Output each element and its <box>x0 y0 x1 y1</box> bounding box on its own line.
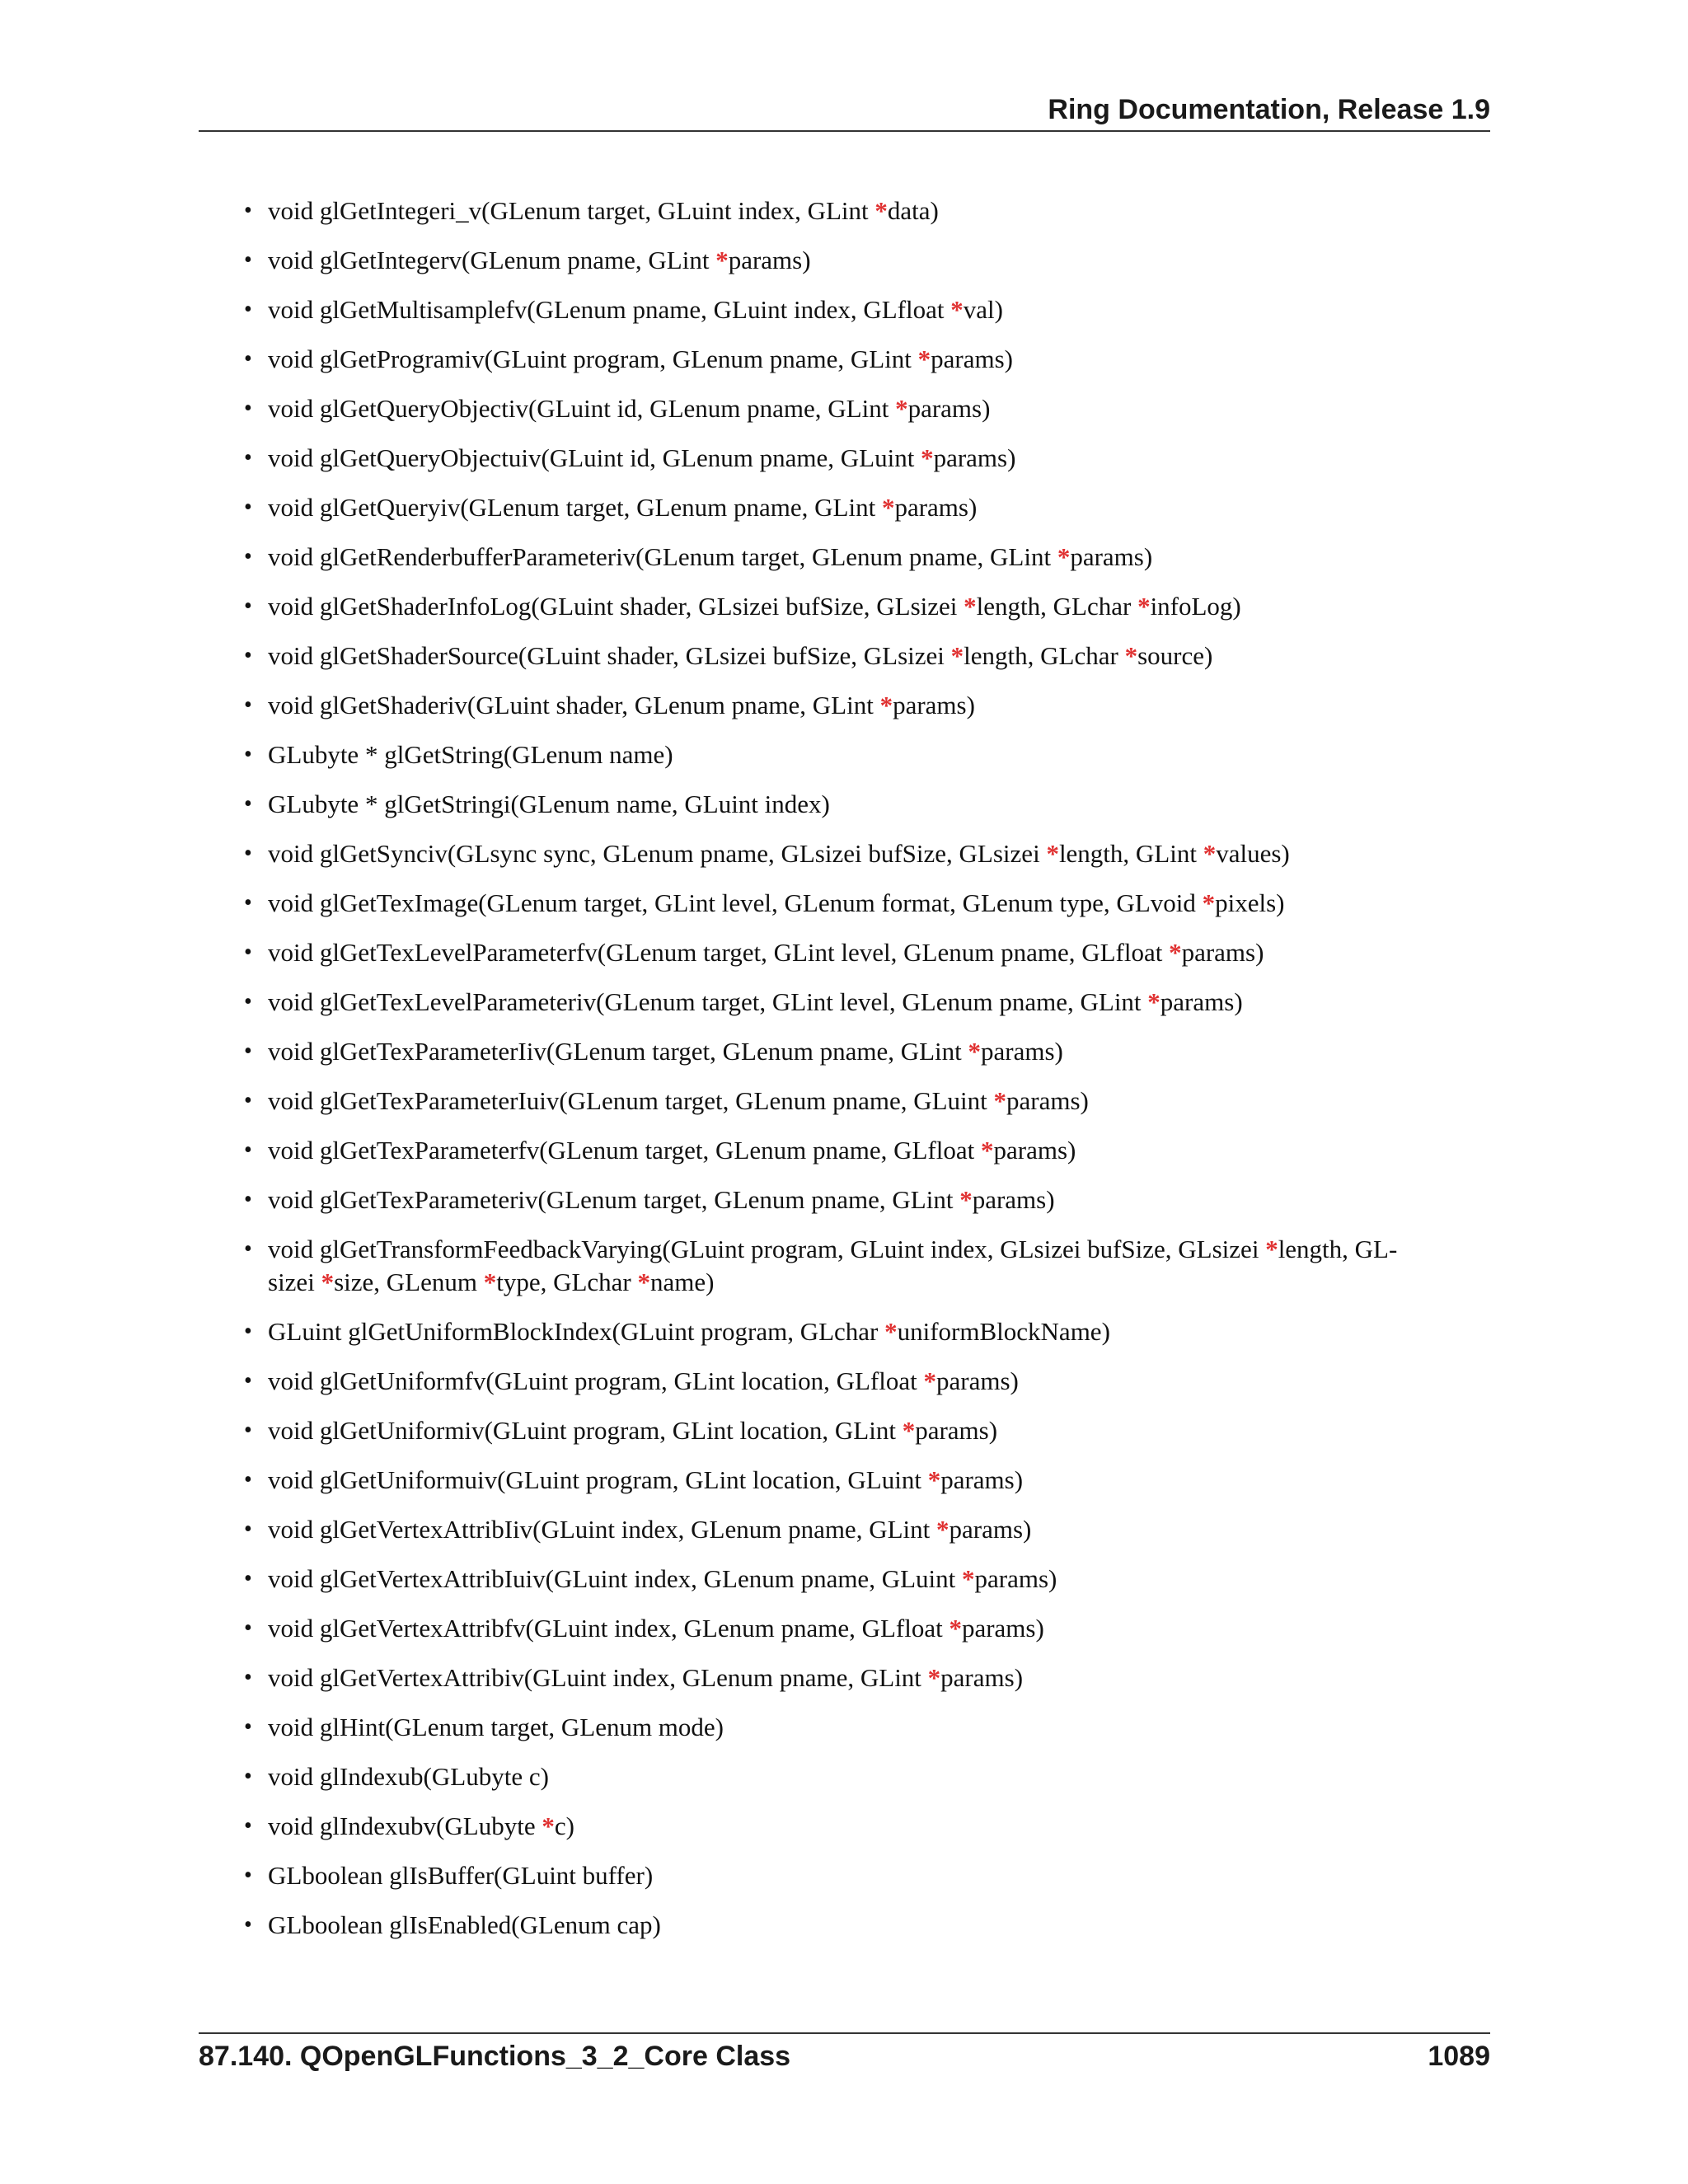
list-item: • void glGetSynciv(GLsync sync, GLenum pname, GLsizei bufSize, GLsizei *length, GLint *values) <box>199 837 1490 870</box>
list-item: • void glGetMultisamplefv(GLenum pname, GLuint index, GLfloat *val) <box>199 293 1490 326</box>
list-item: • void glGetIntegerv(GLenum pname, GLint *params) <box>199 244 1490 277</box>
list-item: • void glGetShaderiv(GLuint shader, GLenum pname, GLint *params) <box>199 689 1490 722</box>
list-item: • void glGetQueryObjectiv(GLuint id, GLenum pname, GLint *params) <box>199 392 1490 425</box>
list-item: • void glGetTexLevelParameteriv(GLenum target, GLint level, GLenum pname, GLint *params) <box>199 986 1490 1019</box>
list-item: • void glGetShaderSource(GLuint shader, GLsizei bufSize, GLsizei *length, GLchar *source) <box>199 640 1490 673</box>
list-item: • void glGetShaderInfoLog(GLuint shader, GLsizei bufSize, GLsizei *length, GLchar *infoLog) <box>199 590 1490 623</box>
list-item: • void glIndexub(GLubyte c) <box>199 1760 1490 1793</box>
list-item: • GLboolean glIsBuffer(GLuint buffer) <box>199 1859 1490 1892</box>
footer-rule <box>199 2032 1490 2034</box>
list-item: • void glGetRenderbufferParameteriv(GLenum target, GLenum pname, GLint *params) <box>199 541 1490 574</box>
list-item: • void glGetIntegeri_v(GLenum target, GLuint index, GLint *data) <box>199 194 1490 227</box>
list-item: • GLubyte * glGetString(GLenum name) <box>199 738 1490 771</box>
list-item: • void glGetVertexAttribiv(GLuint index, GLenum pname, GLint *params) <box>199 1661 1490 1694</box>
list-item: • void glIndexubv(GLubyte *c) <box>199 1810 1490 1843</box>
list-item: • void glGetVertexAttribIiv(GLuint index, GLenum pname, GLint *params) <box>199 1513 1490 1546</box>
page-content <box>199 194 1490 1958</box>
list-item: • void glGetTransformFeedbackVarying(GLuint program, GLuint index, GLsizei bufSize, GLsizei *length, GL- sizei *size, GLenum *type, GLchar *name) <box>199 1233 1490 1299</box>
list-item: • void glGetUniformfv(GLuint program, GLint location, GLfloat *params) <box>199 1365 1490 1398</box>
list-item: • void glGetTexParameterIiv(GLenum target, GLenum pname, GLint *params) <box>199 1035 1490 1068</box>
list-item: • GLboolean glIsEnabled(GLenum cap) <box>199 1909 1490 1942</box>
list-item: • void glGetQueryiv(GLenum target, GLenum pname, GLint *params) <box>199 491 1490 524</box>
list-item: • void glGetProgramiv(GLuint program, GLenum pname, GLint *params) <box>199 343 1490 376</box>
list-item: • void glGetTexParameterIuiv(GLenum target, GLenum pname, GLuint *params) <box>199 1085 1490 1118</box>
list-item: • GLubyte * glGetStringi(GLenum name, GLuint index) <box>199 788 1490 821</box>
list-item: • void glGetTexParameteriv(GLenum target, GLenum pname, GLint *params) <box>199 1183 1490 1216</box>
page-number: 1089 <box>1428 2041 1490 2072</box>
list-item: • void glGetQueryObjectuiv(GLuint id, GLenum pname, GLuint *params) <box>199 442 1490 475</box>
list-item: • GLuint glGetUniformBlockIndex(GLuint program, GLchar *uniformBlockName) <box>199 1315 1490 1348</box>
header-rule <box>199 130 1490 132</box>
function-list <box>199 194 1490 1942</box>
header-title: Ring Documentation, Release 1.9 <box>1048 94 1490 125</box>
list-item: • void glHint(GLenum target, GLenum mode) <box>199 1711 1490 1744</box>
page-header <box>199 91 1490 132</box>
list-item: • void glGetVertexAttribfv(GLuint index, GLenum pname, GLfloat *params) <box>199 1612 1490 1645</box>
list-item: • void glGetUniformiv(GLuint program, GLint location, GLint *params) <box>199 1414 1490 1447</box>
footer-section: 87.140. QOpenGLFunctions_3_2_Core Class <box>199 2041 791 2072</box>
list-item: • void glGetVertexAttribIuiv(GLuint index, GLenum pname, GLuint *params) <box>199 1563 1490 1596</box>
list-item: • void glGetTexParameterfv(GLenum target, GLenum pname, GLfloat *params) <box>199 1134 1490 1167</box>
list-item: • void glGetTexLevelParameterfv(GLenum target, GLint level, GLenum pname, GLfloat *params) <box>199 936 1490 969</box>
list-item: • void glGetTexImage(GLenum target, GLint level, GLenum format, GLenum type, GLvoid *pixels) <box>199 887 1490 920</box>
page-footer <box>199 2032 1490 2073</box>
list-item: • void glGetUniformuiv(GLuint program, GLint location, GLuint *params) <box>199 1464 1490 1497</box>
